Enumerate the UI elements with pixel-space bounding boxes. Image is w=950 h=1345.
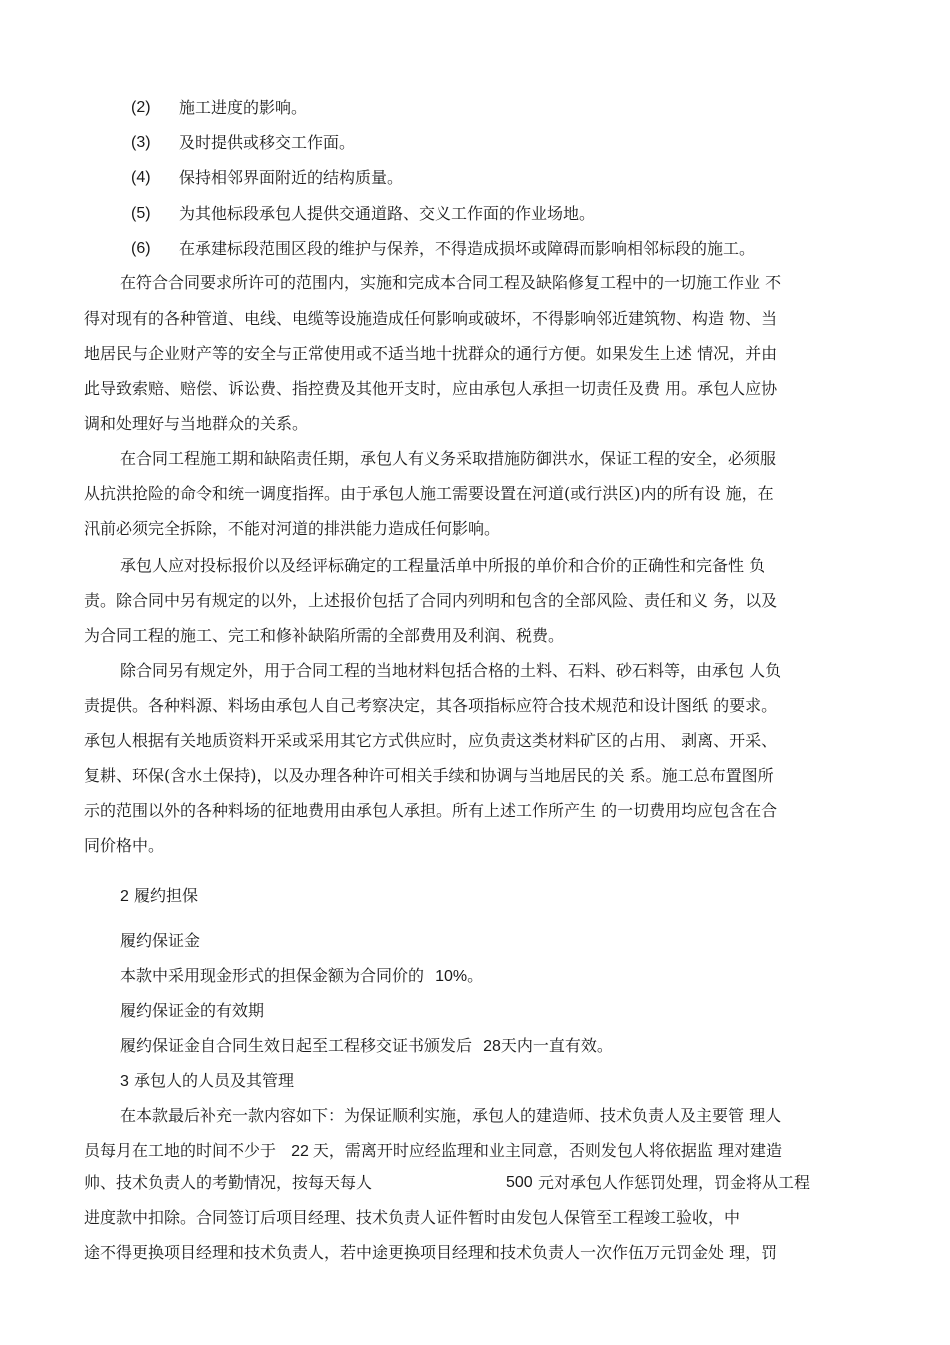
list-number: (4)	[131, 169, 151, 186]
section-number: 2	[120, 888, 129, 905]
penalty-amount: 500	[506, 1174, 533, 1191]
paragraph-line	[84, 1172, 811, 1194]
paragraph-line: 为合同工程的施工、完工和修补缺陷所需的全部费用及利润、税费。	[84, 626, 565, 645]
paragraph-line: 在合同工程施工期和缺陷责任期，承包人有义务采取措施防御洪水，保证工程的安全，必须服	[120, 449, 777, 468]
paragraph-line: 地居民与企业财产等的安全与正常使用或不适当地十扰群众的通行方便。如果发生上述 情况，并由	[84, 344, 778, 363]
list-text: 施工进度的影响。	[179, 98, 308, 117]
paragraph-line: 责提供。各种料源、料场由承包人自己考察决定，其各项指标应符合技术规范和设计图纸 的要求。	[84, 696, 778, 715]
text-fragment: 天，需离开时应经监理和业主同意，否则发包人将依据监 理对建造	[312, 1141, 782, 1160]
paragraph-line: 在符合合同要求所许可的范围内，实施和完成本合同工程及缺陷修复工程中的一切施工作业 不	[120, 273, 782, 292]
days-value: 22	[291, 1143, 309, 1160]
section-title: 履约担保	[134, 886, 199, 905]
list-text: 在承建标段范围区段的维护与保养，不得造成损坏或障碍而影响相邻标段的施工。	[179, 239, 756, 258]
paragraph-line: 汛前必须完全拆除，不能对河道的排洪能力造成任何影响。	[84, 519, 501, 538]
list-number: (3)	[131, 134, 151, 151]
subheading: 履约保证金的有效期	[120, 1001, 265, 1020]
paragraph-line: 途不得更换项目经理和技术负责人，若中途更换项目经理和技术负责人一次作伍万元罚金处 理，罚	[84, 1243, 778, 1262]
list-text: 为其他标段承包人提供交通道路、交义工作面的作业场地。	[179, 204, 596, 223]
paragraph-line: 此导致索赔、赔偿、诉讼费、指控费及其他开支时，应由承包人承担一切责任及费 用。承包人应协	[84, 379, 778, 398]
days-value: 28	[483, 1038, 501, 1055]
paragraph-line: 同价格中。	[84, 836, 165, 855]
section-heading	[120, 885, 198, 908]
list-number: (2)	[131, 99, 151, 116]
list-number: (5)	[131, 205, 151, 222]
text-fragment: 帅、技术负责人的考勤情况，按每天每人	[84, 1173, 373, 1192]
list-text: 保持相邻界面附近的结构质量。	[179, 168, 404, 187]
subheading: 履约保证金	[120, 931, 201, 950]
text-fragment: 元对承包人作惩罚处理，罚金将从工程	[538, 1173, 811, 1192]
percentage-value: 10%	[435, 968, 468, 985]
paragraph-line: 责。除合同中另有规定的以外，上述报价包括了合同内列明和包含的全部风险、责任和义 务，以及	[84, 591, 778, 610]
paragraph-line: 从抗洪抢险的命令和统一调度指挥。由于承包人施工需要设置在河道(或行洪区)内的所有设 施，在	[84, 484, 774, 503]
text-fragment: 员每月在工地的时间不少于	[84, 1141, 277, 1160]
text-fragment: 。	[467, 966, 484, 985]
section-number: 3	[120, 1073, 129, 1090]
text-fragment: 本款中采用现金形式的担保金额为合同价的	[120, 966, 425, 985]
paragraph-line: 在本款最后补充一款内容如下：为保证顺利实施，承包人的建造师、技术负责人及主要管 理人	[120, 1106, 782, 1125]
paragraph-line: 得对现有的各种管道、电线、电缆等设施造成任何影响或破坏，不得影响邻近建筑物、构造 物、当	[84, 309, 778, 328]
paragraph-line: 调和处理好与当地群众的关系。	[84, 414, 309, 433]
text-fragment: 履约保证金自合同生效日起至工程移交证书颁发后	[120, 1036, 473, 1055]
paragraph-line: 复耕、环保(含水土保持)，以及办理各种许可相关手续和协调与当地居民的关 系。施工总布置图所	[84, 766, 774, 785]
paragraph-line: 进度款中扣除。合同签订后项目经理、技术负责人证件暂时由发包人保管至工程竣工验收，中	[84, 1208, 741, 1227]
paragraph-line	[120, 965, 483, 988]
paragraph-line: 示的范围以外的各种料场的征地费用由承包人承担。所有上述工作所产生 的一切费用均应包含在合	[84, 801, 778, 820]
list-text: 及时提供或移交工作面。	[179, 133, 356, 152]
section-heading	[120, 1070, 294, 1093]
paragraph-line	[84, 1140, 782, 1163]
paragraph-line: 除合同另有规定外，用于合同工程的当地材料包括合格的土料、石料、砂石料等，由承包 人负	[120, 661, 782, 680]
text-fragment: 天内一直有效。	[500, 1036, 613, 1055]
paragraph-line: 承包人根据有关地质资料开采或采用其它方式供应时，应负责这类材料矿区的占用、 剥离、开采、	[84, 731, 778, 750]
list-number: (6)	[131, 240, 151, 257]
section-title: 承包人的人员及其管理	[134, 1071, 295, 1090]
paragraph-line	[120, 1035, 613, 1058]
paragraph-line: 承包人应对投标报价以及经评标确定的工程量活单中所报的单价和合价的正确性和完备性 负	[120, 556, 766, 575]
